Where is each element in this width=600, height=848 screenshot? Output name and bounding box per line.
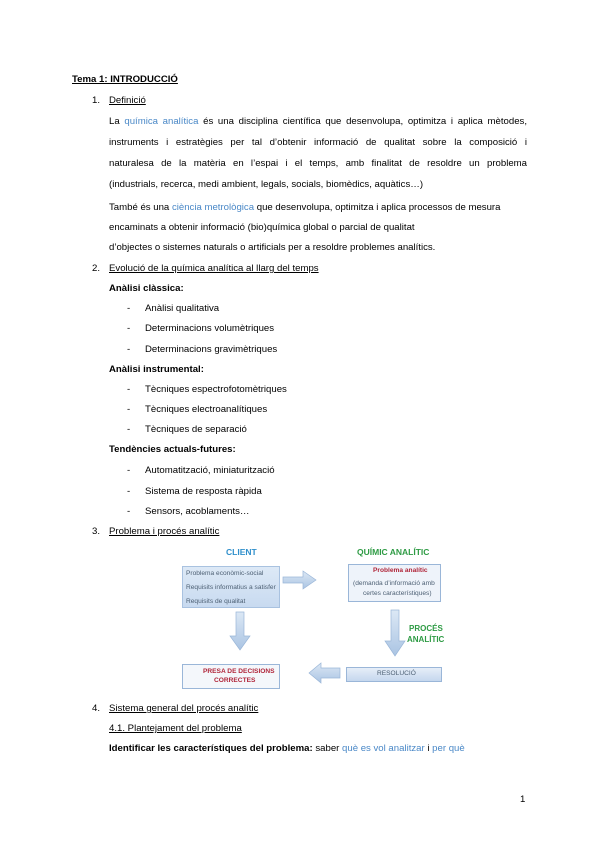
list-item: Automatització, miniaturització	[145, 465, 275, 476]
arrow-left-icon	[309, 663, 340, 683]
section-4-heading: Sistema general del procés analític	[109, 703, 259, 714]
page-title: Tema 1: INTRODUCCIÓ	[72, 74, 178, 85]
group-title-tendencies: Tendències actuals-futures:	[109, 444, 236, 455]
bullet-dash: -	[127, 465, 131, 476]
term-quimica-analitica: química analítica	[124, 116, 199, 127]
list-item: Determinacions gravimètriques	[145, 344, 278, 355]
arrow-down-icon	[385, 610, 405, 656]
problem-sub-line: (demanda d’informació amb	[353, 580, 435, 587]
bullet-dash: -	[127, 384, 131, 395]
list-item: Tècniques espectrofotomètriques	[145, 384, 287, 395]
group-title-classica: Anàlisi clàssica:	[109, 283, 184, 294]
term-ciencia-metrologica: ciència metrològica	[171, 202, 255, 213]
list-item: Tècniques electroanalítiques	[145, 404, 268, 415]
section-1-number: 1.	[92, 95, 101, 106]
bullet-dash: -	[127, 303, 131, 314]
resolucio-label: RESOLUCIÓ	[377, 670, 416, 677]
bullet-dash: -	[127, 486, 131, 497]
list-item: Sensors, acoblaments…	[145, 506, 250, 517]
section-3-heading: Problema i procés analític	[109, 526, 220, 537]
client-box-line: Problema econòmic-social	[186, 570, 264, 577]
presa-line: PRESA DE DECISIONS	[203, 668, 275, 675]
term-per-que: per què	[432, 743, 465, 754]
problem-title: Problema analític	[373, 567, 428, 574]
group-title-instrumental: Anàlisi instrumental:	[109, 364, 204, 375]
identify-characteristics-line: Identificar les característiques del problema: saber què es vol analitzar i per què	[109, 743, 465, 754]
list-item: Determinacions volumètriques	[145, 323, 275, 334]
section-4-number: 4.	[92, 703, 101, 714]
subsection-4-1-heading: 4.1. Plantejament del problema	[109, 723, 242, 734]
definition-line-2: instruments i estratègies per tal d’obtenir informació de qualitat sobre la composició i	[109, 137, 527, 148]
list-item: Anàlisi qualitativa	[145, 303, 220, 314]
proces-label-line: ANALÍTIC	[407, 635, 445, 644]
client-box-line: Requisits de qualitat	[186, 598, 246, 605]
bullet-dash: -	[127, 424, 131, 435]
definition-line-3: naturalesa de la matèria en l’espai i el temps, amb finalitat de resoldre un problema	[109, 158, 527, 169]
bullet-dash: -	[127, 404, 131, 415]
bullet-dash: -	[127, 344, 131, 355]
definition-line-4: (industrials, recerca, medi ambient, legals, socials, biomèdics, aquàtics…)	[109, 179, 424, 190]
quimic-analitic-label: QUÍMIC ANALÍTIC	[357, 547, 430, 557]
list-item: Tècniques de separació	[145, 424, 247, 435]
client-box-line: Requisits informatius a satisfer	[186, 584, 276, 591]
page-number: 1	[520, 794, 526, 805]
problem-sub-line: certes característiques)	[363, 590, 432, 597]
section-3-number: 3.	[92, 526, 101, 537]
arrow-right-icon	[283, 571, 316, 589]
bullet-dash: -	[127, 323, 131, 334]
presa-line: CORRECTES	[214, 677, 256, 684]
definition-line-1: La química analítica és una disciplina científica que desenvolupa, optimitza i aplica mètodes,	[109, 116, 527, 127]
metrology-line-3: d’objectes o sistemes naturals o artificials per a resoldre problemes analítics.	[109, 242, 436, 253]
section-2-number: 2.	[92, 263, 101, 274]
arrow-down-icon	[230, 612, 250, 650]
section-1-heading: Definició	[109, 95, 146, 106]
list-item: Sistema de resposta ràpida	[145, 486, 262, 497]
bullet-dash: -	[127, 506, 131, 517]
section-2-heading: Evolució de la química analítica al llarg del temps	[109, 263, 319, 274]
metrology-line-2: encaminats a obtenir informació (bio)química global o parcial de qualitat	[109, 222, 415, 233]
client-label: CLIENT	[226, 547, 257, 557]
proces-label-line: PROCÉS	[409, 624, 443, 633]
metrology-line-1: També és una ciència metrològica que desenvolupa, optimitza i aplica processos de mesura	[109, 202, 501, 213]
term-que-es-vol-analitzar: què es vol analitzar	[342, 743, 425, 754]
